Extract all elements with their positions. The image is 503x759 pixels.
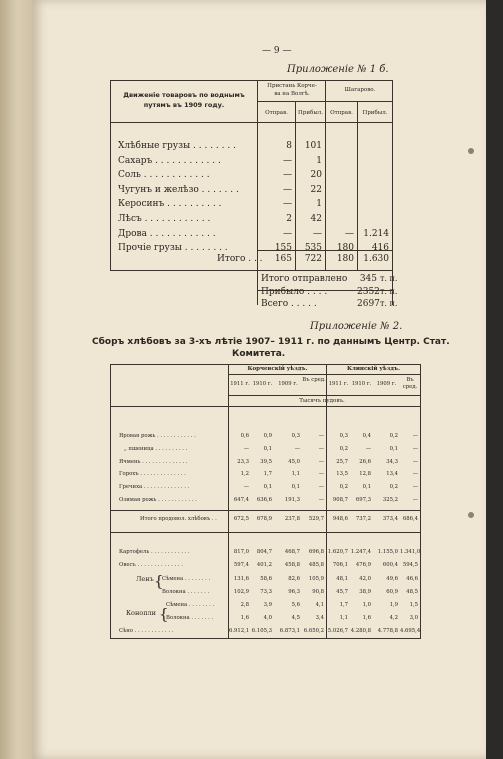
- table2-left-rule: [110, 364, 111, 639]
- crop-value: —: [412, 433, 418, 439]
- cargo-row-value: 42: [310, 214, 322, 224]
- crop-value: 38,9: [359, 589, 371, 595]
- korcheva-header-line1: Пристань Корче-: [267, 83, 317, 89]
- crop-value: 0,1: [291, 484, 300, 491]
- total-row-value: 722: [304, 254, 322, 264]
- korcheva-uezd-header: Корчевскій уѣздъ.: [247, 366, 308, 372]
- crop-value: 42,0: [359, 576, 371, 582]
- crop-value: 102,9: [233, 589, 249, 595]
- crop-value: 96,3: [288, 589, 300, 595]
- total-row-value: 165: [274, 254, 292, 264]
- table2-group-rule: [228, 374, 421, 375]
- klin-uezd-header: Клинскій уѣздъ.: [346, 366, 401, 372]
- cargo-row-value: 1.214: [363, 228, 389, 239]
- crop-value: 1,6: [240, 615, 249, 621]
- shagarovo-header: Шагарово.: [344, 87, 376, 93]
- cargo-row-value: 1: [316, 155, 322, 166]
- crop-label: Гречиха . . . . . . . . . . . . . .: [119, 484, 190, 491]
- crop-value: 1,1: [339, 615, 348, 621]
- seno-label: Сѣно . . . . . . . . . . . .: [119, 628, 174, 634]
- table2-top-rule: [110, 364, 421, 365]
- korcheva-header-line2: ва на Волгѣ.: [274, 91, 310, 97]
- crop-value: 1.620,7: [327, 549, 348, 555]
- crop-value: —: [318, 433, 324, 439]
- crop-value: 594,5: [402, 562, 418, 568]
- crop-value: 6.105,3: [251, 628, 272, 634]
- cargo-row-value: 1: [316, 199, 322, 210]
- crop-value: 672,5: [233, 516, 249, 522]
- crop-value: 0,1: [362, 484, 371, 491]
- crop-value: 373,4: [382, 516, 398, 522]
- table2-title-line2: Комитета.: [232, 349, 286, 359]
- cargo-row-label: Сахаръ . . . . . . . . . . . .: [118, 155, 221, 166]
- crop-value: 4,1: [315, 602, 324, 608]
- konopli-volokna-label: Волокна . . . . . . .: [166, 615, 214, 621]
- table1-bottom-rule: [110, 270, 393, 271]
- crop-value: —: [412, 484, 418, 491]
- summary-unit: т. п.: [380, 286, 398, 296]
- crop-value: 600,4: [382, 562, 398, 568]
- crop-value: 1.341,0: [400, 549, 421, 555]
- crop-value: 6.650,2: [303, 628, 324, 634]
- crop-value: 45,7: [336, 589, 348, 595]
- cargo-row-label: Хлѣбные грузы . . . . . . . .: [118, 141, 236, 151]
- crop-label: Горохъ . . . . . . . . . . . . . .: [119, 471, 186, 478]
- cargo-row-value: 22: [310, 184, 322, 195]
- total-row-value: 1.630: [363, 254, 389, 264]
- cargo-row-label: Лѣсъ . . . . . . . . . . . .: [118, 214, 211, 224]
- crop-value: 90,8: [312, 589, 324, 595]
- food-total-label: Итого продовол. хлѣбовъ . .: [140, 516, 217, 522]
- subheader-cell: Отправ.: [265, 110, 288, 116]
- year-header: 1909 г.: [376, 381, 397, 387]
- len-label: Ленъ: [136, 575, 154, 583]
- crop-value: 0,2: [339, 484, 348, 491]
- year-header: Въ сред.: [302, 377, 326, 383]
- crop-value: 105,9: [308, 576, 324, 582]
- crop-value: —: [412, 445, 418, 452]
- year-header: 1910 г.: [351, 381, 372, 387]
- crop-value: —: [318, 458, 324, 465]
- crop-value: 1,6: [362, 615, 371, 621]
- crop-value: 686,4: [402, 516, 418, 522]
- crop-value: —: [243, 484, 249, 491]
- crop-value: 0,2: [389, 484, 398, 491]
- total-row-value: 180: [336, 254, 354, 264]
- summary-value: 2352: [357, 286, 380, 297]
- cargo-row-value: —: [283, 155, 292, 166]
- crop-label: Овесъ . . . . . . . . . . . . . .: [119, 562, 183, 568]
- crop-value: 817,0: [233, 549, 249, 555]
- summary-label: Прибыло . . . .: [261, 286, 328, 297]
- crop-value: 0,1: [263, 445, 272, 452]
- crop-value: 5.026,7: [327, 628, 348, 634]
- crop-value: 0,1: [263, 484, 272, 491]
- cargo-row-label: Дрова . . . . . . . . . . . .: [118, 228, 216, 239]
- table2-food-total-rule: [110, 532, 421, 533]
- crop-value: 4,2: [389, 615, 398, 621]
- year-header: 1911 г.: [328, 381, 349, 387]
- year-header: Въ сред.: [402, 377, 418, 390]
- table1-col-rule: [325, 80, 326, 270]
- crop-value: 529,7: [308, 516, 324, 522]
- crop-value: 678,9: [256, 516, 272, 522]
- crop-value: 0,4: [362, 433, 371, 439]
- crop-value: 468,7: [284, 549, 300, 555]
- crop-value: 45,0: [288, 458, 300, 465]
- crop-value: 0,2: [389, 433, 398, 439]
- table1-right-rule: [392, 80, 393, 305]
- crop-value: 6.912,1: [229, 628, 250, 634]
- document-page: [32, 0, 486, 759]
- crop-value: —: [318, 471, 324, 478]
- crop-value: 485,8: [308, 562, 324, 568]
- crop-value: 58,6: [260, 576, 272, 582]
- year-header: 1911 г.: [230, 381, 250, 387]
- appendix-2-label: Приложеніе № 2.: [310, 321, 403, 332]
- crop-value: 3,0: [409, 615, 418, 621]
- cargo-row-value: —: [283, 199, 292, 210]
- crop-value: 4.778,8: [377, 628, 398, 634]
- len-brace: {: [154, 572, 164, 590]
- crop-value: 82,6: [288, 576, 300, 582]
- crop-value: 49,6: [386, 576, 398, 582]
- crop-value: 647,4: [233, 497, 249, 503]
- cargo-row-value: —: [283, 228, 292, 239]
- crop-value: 26,6: [359, 458, 371, 465]
- crop-value: 696,8: [308, 549, 324, 555]
- crop-value: —: [243, 445, 249, 452]
- cargo-row-value: 535: [304, 243, 322, 254]
- year-header: 1910 г.: [252, 381, 273, 387]
- unit-line: Тысячъ пудовъ.: [299, 398, 345, 404]
- crop-value: 697,3: [355, 497, 371, 503]
- table1-top-rule: [110, 80, 393, 81]
- crop-label: Яровая рожь . . . . . . . . . . . .: [119, 433, 196, 439]
- crop-label: Озимая рожь . . . . . . . . . . . .: [119, 497, 197, 503]
- cargo-row-value: —: [283, 170, 292, 181]
- cargo-row-label: Прочіе грузы . . . . . . . .: [118, 243, 228, 254]
- crop-value: —: [412, 471, 418, 478]
- summary-unit: т. п.: [380, 299, 398, 308]
- subheader-cell: Прибыл.: [362, 110, 388, 116]
- crop-value: 60,9: [386, 589, 398, 595]
- table1-title-line2: путямъ въ 1909 году.: [143, 101, 225, 109]
- summary-unit: т. п.: [380, 274, 398, 283]
- table1-left-rule: [110, 80, 111, 270]
- crop-value: 325,2: [382, 497, 398, 503]
- dark-background-edge: [486, 0, 503, 759]
- crop-value: 597,4: [233, 562, 249, 568]
- len-semena-label: Сѣмена . . . . . . . .: [162, 576, 211, 582]
- cargo-row-value: 416: [371, 243, 389, 254]
- crop-value: 1,0: [362, 602, 371, 608]
- summary-value: 2697: [357, 299, 380, 309]
- page-number: — 9 —: [262, 46, 292, 56]
- crop-value: 737,2: [355, 516, 371, 522]
- crop-value: 804,7: [256, 549, 272, 555]
- cargo-row-value: 101: [304, 141, 322, 151]
- crop-value: 73,3: [260, 589, 272, 595]
- cargo-row-label: Соль . . . . . . . . . . . .: [118, 170, 210, 181]
- crop-value: 0,1: [389, 445, 398, 452]
- table2-bottom-rule: [110, 638, 421, 639]
- crop-value: 12,8: [359, 471, 371, 478]
- crop-value: 1,5: [409, 602, 418, 608]
- crop-value: 0,9: [263, 433, 272, 439]
- cargo-row-value: 180: [336, 243, 354, 254]
- crop-value: 401,2: [256, 562, 272, 568]
- crop-value: 458,8: [284, 562, 300, 568]
- crop-value: 4,0: [263, 615, 272, 621]
- len-volokna-label: Волокна . . . . . . .: [162, 589, 210, 595]
- crop-value: 13,5: [336, 471, 348, 478]
- summary-value: 345: [359, 274, 377, 284]
- crop-value: 636,6: [256, 497, 272, 503]
- crop-value: —: [412, 458, 418, 465]
- table2-food-rule: [110, 510, 421, 511]
- crop-value: 476,9: [355, 562, 371, 568]
- crop-value: 4.280,8: [350, 628, 371, 634]
- crop-label: „ пшеница . . . . . . . . . .: [124, 445, 188, 452]
- crop-value: 3,4: [315, 615, 324, 621]
- table1-title-line1: Движеніе товаровъ по воднымъ: [123, 91, 245, 99]
- cargo-row-label: Керосинъ . . . . . . . . . .: [118, 199, 222, 210]
- binding-hole: [468, 512, 474, 518]
- crop-value: 46,6: [406, 576, 418, 582]
- cargo-row-value: 8: [286, 141, 292, 151]
- cargo-row-label: Чугунъ и желѣзо . . . . . . .: [118, 184, 239, 195]
- crop-value: 1.247,4: [350, 549, 371, 555]
- crop-value: 706,1: [332, 562, 348, 568]
- crop-value: 13,4: [386, 471, 398, 478]
- crop-value: 908,7: [332, 497, 348, 503]
- crop-value: —: [318, 497, 324, 503]
- summary-label: Всего . . . . .: [261, 299, 317, 309]
- crop-value: 48,5: [406, 589, 418, 595]
- table1-header-rule: [110, 122, 393, 123]
- crop-value: 39,5: [260, 458, 272, 465]
- crop-value: 23,3: [237, 458, 249, 465]
- crop-value: 1,2: [240, 471, 249, 478]
- crop-value: 6.873,1: [279, 628, 300, 634]
- crop-value: 4,5: [291, 615, 300, 621]
- appendix-1b-label: Приложеніе № 1 б.: [287, 64, 389, 75]
- crop-value: 237,8: [284, 516, 300, 522]
- table2-years-rule: [228, 395, 421, 396]
- subheader-cell: Прибыл.: [298, 110, 323, 116]
- crop-label: Ячмень . . . . . . . . . . . . . .: [119, 458, 188, 465]
- crop-value: —: [365, 445, 371, 452]
- table2-title-line1: Сборъ хлѣбовъ за 3-хъ лѣтіе 1907– 1911 г. по даннымъ Центр. Стат.: [92, 337, 450, 347]
- crop-value: 5,6: [291, 602, 300, 608]
- konopli-semena-label: Сѣмена . . . . . . . .: [166, 602, 215, 608]
- table2-header-rule: [110, 406, 421, 407]
- crop-value: 34,3: [386, 458, 398, 465]
- crop-value: 3,9: [263, 602, 272, 608]
- crop-value: 4.695,4: [400, 628, 421, 634]
- crop-value: 1,7: [339, 602, 348, 608]
- book-spine: [0, 0, 32, 759]
- cargo-row-value: 155: [274, 243, 292, 254]
- crop-value: 48,1: [336, 576, 348, 582]
- cargo-row-value: —: [283, 184, 292, 195]
- crop-value: 131,6: [233, 576, 249, 582]
- konopli-brace: {: [159, 605, 169, 623]
- crop-value: 0,3: [339, 433, 348, 439]
- crop-value: 191,3: [284, 497, 300, 503]
- cargo-row-value: —: [313, 228, 322, 239]
- year-header: 1909 г.: [278, 381, 298, 387]
- cargo-row-value: 2: [286, 214, 292, 224]
- crop-label: Картофель . . . . . . . . . . . .: [119, 549, 190, 555]
- binding-hole: [468, 148, 474, 154]
- crop-value: —: [318, 484, 324, 491]
- crop-value: 1,7: [263, 471, 272, 478]
- subheader-cell: Отправ.: [330, 110, 353, 116]
- crop-value: 0,3: [291, 433, 300, 439]
- crop-value: —: [412, 497, 418, 503]
- konopli-label: Конопли: [126, 609, 156, 617]
- crop-value: 2,8: [240, 602, 249, 608]
- crop-value: —: [294, 445, 300, 452]
- crop-value: 0,6: [240, 433, 249, 439]
- summary-label: Итого отправлено: [261, 274, 348, 284]
- cargo-row-value: —: [345, 228, 354, 239]
- crop-value: 1,9: [389, 602, 398, 608]
- crop-value: 1.155,0: [377, 549, 398, 555]
- table2-right-rule: [420, 364, 421, 639]
- crop-value: 0,2: [339, 445, 348, 452]
- cargo-row-value: 20: [310, 170, 322, 181]
- crop-value: —: [318, 445, 324, 452]
- crop-value: 948,6: [332, 516, 348, 522]
- total-row-label: Итого . . .: [217, 254, 263, 264]
- crop-value: 25,7: [336, 458, 348, 465]
- crop-value: 1,1: [291, 471, 300, 478]
